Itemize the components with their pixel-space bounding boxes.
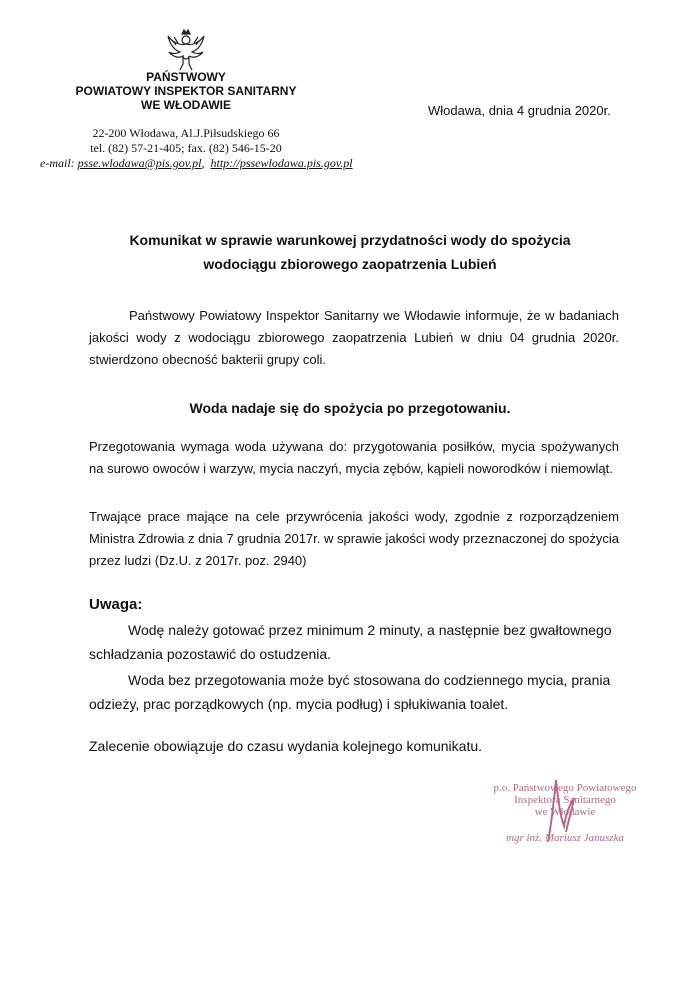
stamp-name: mgr inż. Mariusz Januszka xyxy=(506,832,624,844)
document-subject xyxy=(60,228,640,276)
subject-line: Komunikat w sprawie warunkowej przydatności wody do spożycia xyxy=(129,232,571,248)
eagle-emblem-icon xyxy=(166,28,206,72)
note-content xyxy=(89,618,629,718)
stamp-line: we Włodawie xyxy=(534,806,596,818)
phone-line: tel. (82) 57-21-405; fax. (82) 546-15-20 xyxy=(90,141,282,155)
paragraph-boiling-required: Przegotowania wymaga woda używana do: przygotowania posiłków, mycia spożywanych na surowo owoców i warzyw, mycia naczyń, mycia zębów, kąpieli noworodków i niemowląt. xyxy=(89,439,619,476)
contact-line: e-mail: psse.wlodawa@pis.gov.pl, http://pssewlodawa.pis.gov.pl xyxy=(40,156,353,170)
paragraph-findings xyxy=(89,305,619,371)
document-date: Włodawa, dnia 4 grudnia 2020r. xyxy=(428,103,611,118)
note-item: Wodę należy gotować przez minimum 2 minuty, a następnie bez gwałtownego schładzania pozostawić do ostudzenia. xyxy=(89,622,612,662)
institution-address xyxy=(40,126,353,171)
paragraph-text: Państwowy Powiatowy Inspektor Sanitarny we Włodawie informuje, że w badaniach jakości wody z wodociągu zbiorowego zaopatrzenia Lubień w dniu 04 grudnia 2020r. stwierdzono obecność bakterii grupy coli. xyxy=(89,308,619,367)
statement-heading: Woda nadaje się do spożycia po przegotowaniu. xyxy=(189,400,511,416)
institution-title-line: PAŃSTWOWY xyxy=(146,70,226,84)
note-item: Woda bez przegotowania może być stosowana do codziennego mycia, prania odzieży, prac porządkowych (np. mycia podług) i spłukiwania toalet. xyxy=(89,672,611,712)
signature-icon xyxy=(528,770,598,850)
email-label: e-mail: xyxy=(40,156,75,170)
closing-statement: Zalecenie obowiązuje do czasu wydania kolejnego komunikatu. xyxy=(89,738,483,754)
address-line: 22-200 Włodawa, Al.J.Piłsudskiego 66 xyxy=(92,126,280,140)
institution-title-line: POWIATOWY INSPEKTOR SANITARNY xyxy=(75,84,297,98)
note-label: Uwaga: xyxy=(89,596,143,613)
email-link[interactable]: psse.wlodawa@pis.gov.pl xyxy=(77,156,202,170)
stamp-line: Inspektora Sanitarnego xyxy=(514,794,616,806)
website-link[interactable]: http://pssewlodawa.pis.gov.pl xyxy=(210,156,353,170)
paragraph-ongoing-works: Trwające prace mające na cele przywrócenia jakości wody, zgodnie z rozporządzeniem Ministra Zdrowia z dnia 7 grudnia 2017r. w sprawie jakości wody przeznaczonej do spożycia przez ludzi (Dz.U. z 2017r. poz. 2940) xyxy=(89,509,619,568)
subject-line: wodociągu zbiorowego zaopatrzenia Lubień xyxy=(203,256,497,272)
institution-title xyxy=(40,70,332,112)
institution-title-line: WE WŁODAWIE xyxy=(141,98,231,112)
stamp-line: p.o. Państwowego Powiatowego xyxy=(493,782,637,794)
